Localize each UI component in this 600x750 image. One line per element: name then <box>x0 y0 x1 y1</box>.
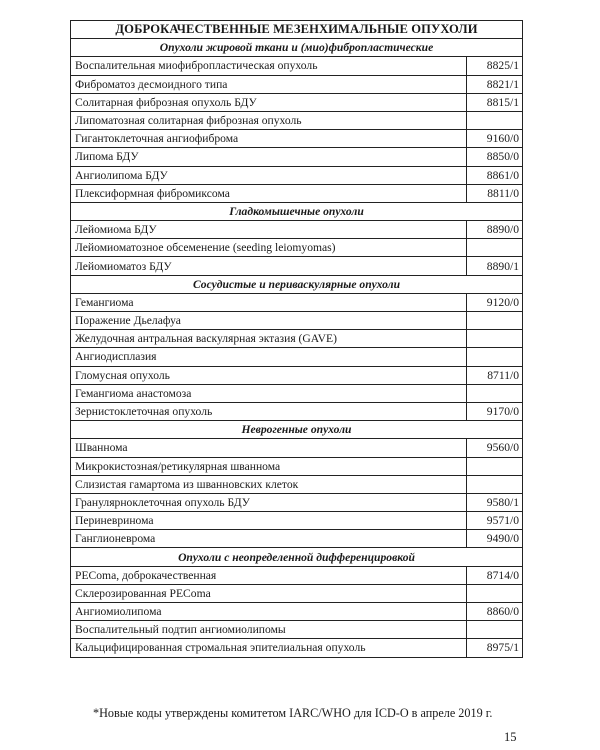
icd-o-code: 9580/1 <box>467 493 523 511</box>
section-heading-row <box>71 39 523 57</box>
table-row <box>71 293 523 311</box>
table-row <box>71 348 523 366</box>
tumor-name: Липома БДУ <box>71 148 467 166</box>
table-row <box>71 75 523 93</box>
section-heading: Неврогенные опухоли <box>71 421 523 439</box>
table-row <box>71 184 523 202</box>
tumor-name: Липоматозная солитарная фиброзная опухоль <box>71 111 467 129</box>
icd-o-code: 8850/0 <box>467 148 523 166</box>
table-row <box>71 257 523 275</box>
tumor-name: Лейомиоматоз БДУ <box>71 257 467 275</box>
icd-o-code <box>467 621 523 639</box>
icd-o-code <box>467 457 523 475</box>
tumor-name: Фиброматоз десмоидного типа <box>71 75 467 93</box>
page-number: 15 <box>504 730 517 744</box>
icd-o-code: 8825/1 <box>467 57 523 75</box>
tumor-name: Лейомиома БДУ <box>71 221 467 239</box>
tumor-name: Склерозированная PEComa <box>71 584 467 602</box>
icd-o-code <box>467 384 523 402</box>
icd-o-code: 9571/0 <box>467 512 523 530</box>
table-row <box>71 93 523 111</box>
table-row <box>71 366 523 384</box>
tumor-name: Ангиолипома БДУ <box>71 166 467 184</box>
icd-o-code <box>467 111 523 129</box>
table-title: ДОБРОКАЧЕСТВЕННЫЕ МЕЗЕНХИМАЛЬНЫЕ ОПУХОЛИ <box>71 21 523 39</box>
tumor-name: PEComa, доброкачественная <box>71 566 467 584</box>
tumor-name: Гломусная опухоль <box>71 366 467 384</box>
section-heading: Сосудистые и периваскулярные опухоли <box>71 275 523 293</box>
table-row <box>71 530 523 548</box>
tumor-name: Шваннома <box>71 439 467 457</box>
table-row <box>71 148 523 166</box>
icd-o-code: 8860/0 <box>467 603 523 621</box>
table-body <box>71 21 523 658</box>
table-row <box>71 166 523 184</box>
icd-o-code: 8714/0 <box>467 566 523 584</box>
icd-o-code: 8890/0 <box>467 221 523 239</box>
table-row <box>71 221 523 239</box>
tumor-name: Поражение Дьелафуа <box>71 312 467 330</box>
tumor-name: Кальцифицированная стромальная эпителиальная опухоль <box>71 639 467 657</box>
tumor-name: Гемангиома анастомоза <box>71 384 467 402</box>
icd-o-code: 8861/0 <box>467 166 523 184</box>
tumor-name: Солитарная фиброзная опухоль БДУ <box>71 93 467 111</box>
icd-o-code <box>467 330 523 348</box>
table-row <box>71 493 523 511</box>
tumor-classification-table <box>70 20 523 658</box>
tumor-name: Микрокистозная/ретикулярная шваннома <box>71 457 467 475</box>
tumor-name: Желудочная антральная васкулярная эктазия (GAVE) <box>71 330 467 348</box>
icd-o-code: 8711/0 <box>467 366 523 384</box>
tumor-name: Слизистая гамартома из шванновских клеток <box>71 475 467 493</box>
tumor-name: Плексиформная фибромиксома <box>71 184 467 202</box>
tumor-name: Лейомиоматозное обсеменение (seeding leiomyomas) <box>71 239 467 257</box>
icd-o-code: 8821/1 <box>467 75 523 93</box>
icd-o-code <box>467 312 523 330</box>
section-heading-row <box>71 275 523 293</box>
table-row <box>71 603 523 621</box>
icd-o-code <box>467 348 523 366</box>
section-heading: Опухоли с неопределенной дифференцировкой <box>71 548 523 566</box>
table-row <box>71 621 523 639</box>
tumor-name: Ангиомиолипома <box>71 603 467 621</box>
table-row <box>71 130 523 148</box>
tumor-name: Воспалительный подтип ангиомиолипомы <box>71 621 467 639</box>
icd-o-code: 8975/1 <box>467 639 523 657</box>
table-row <box>71 475 523 493</box>
table-row <box>71 111 523 129</box>
table-row <box>71 512 523 530</box>
tumor-name: Гигантоклеточная ангиофиброма <box>71 130 467 148</box>
table-row <box>71 457 523 475</box>
section-heading-row <box>71 202 523 220</box>
tumor-name: Зернистоклеточная опухоль <box>71 402 467 420</box>
table-row <box>71 402 523 420</box>
tumor-name: Гранулярноклеточная опухоль БДУ <box>71 493 467 511</box>
icd-o-code: 9170/0 <box>467 402 523 420</box>
icd-o-code <box>467 584 523 602</box>
tumor-name: Гемангиома <box>71 293 467 311</box>
icd-o-code <box>467 239 523 257</box>
tumor-name: Ангиодисплазия <box>71 348 467 366</box>
title-row <box>71 21 523 39</box>
icd-o-code: 9560/0 <box>467 439 523 457</box>
table-row <box>71 57 523 75</box>
table-row <box>71 566 523 584</box>
icd-o-code: 9120/0 <box>467 293 523 311</box>
table-row <box>71 584 523 602</box>
tumor-name: Периневринома <box>71 512 467 530</box>
table-row <box>71 312 523 330</box>
footnote: *Новые коды утверждены комитетом IARC/WHO для ICD-O в апреле 2019 г. <box>93 706 493 720</box>
section-heading: Опухоли жировой ткани и (мио)фибропластические <box>71 39 523 57</box>
section-heading: Гладкомышечные опухоли <box>71 202 523 220</box>
icd-o-code: 8811/0 <box>467 184 523 202</box>
icd-o-code: 8815/1 <box>467 93 523 111</box>
table-row <box>71 239 523 257</box>
table-row <box>71 330 523 348</box>
section-heading-row <box>71 548 523 566</box>
tumor-name: Воспалительная миофибропластическая опухоль <box>71 57 467 75</box>
icd-o-code: 9160/0 <box>467 130 523 148</box>
tumor-name: Ганглионеврома <box>71 530 467 548</box>
table-row <box>71 384 523 402</box>
table-row <box>71 439 523 457</box>
icd-o-code: 8890/1 <box>467 257 523 275</box>
icd-o-code: 9490/0 <box>467 530 523 548</box>
table-row <box>71 639 523 657</box>
icd-o-code <box>467 475 523 493</box>
section-heading-row <box>71 421 523 439</box>
